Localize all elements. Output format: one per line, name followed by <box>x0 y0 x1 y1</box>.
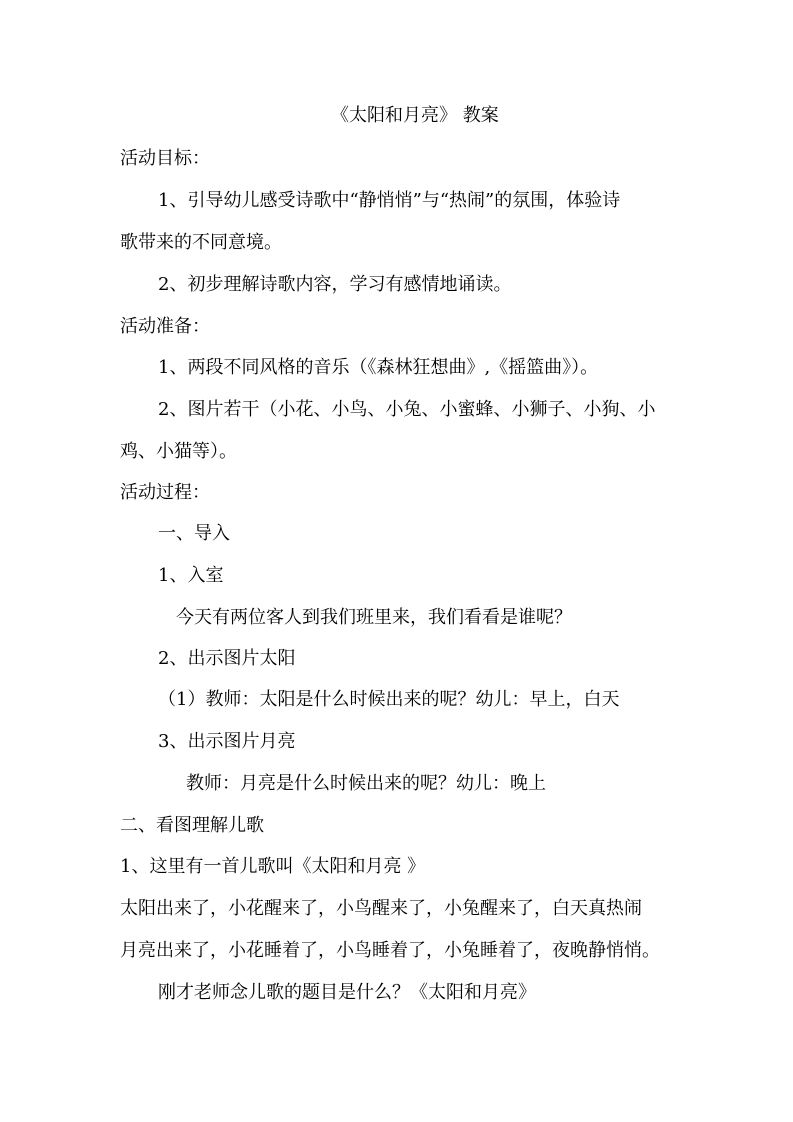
page-title: 《太阳和月亮》 教案 <box>331 105 499 126</box>
goals-heading: 活动目标： <box>120 148 210 169</box>
goals-item-2: 2、初步理解诗歌内容，学习有感情地诵读。 <box>158 274 512 295</box>
process-step-2-text: （1）教师：太阳是什么时候出来的呢？幼儿：早上，白天 <box>158 689 620 710</box>
part-2-heading: 二、看图理解儿歌 <box>120 815 264 836</box>
part-2-step-1: 1、这里有一首儿歌叫《太阳和月亮 》 <box>120 856 426 877</box>
question-text: 刚才老师念儿歌的题目是什么？《太阳和月亮》 <box>158 982 536 1003</box>
process-intro: 一、导入 <box>158 523 230 544</box>
poem-line-1: 太阳出来了，小花醒来了，小鸟醒来了，小兔醒来了，白天真热闹 <box>120 898 642 919</box>
process-step-2: 2、出示图片太阳 <box>158 648 296 669</box>
preparation-item-2-continued: 鸡、小猫等）。 <box>120 441 237 462</box>
goals-item-1: 1、引导幼儿感受诗歌中“静悄悄”与“热闹”的氛围，体验诗 <box>158 190 621 211</box>
preparation-item-2: 2、图片若干（小花、小鸟、小兔、小蜜蜂、小狮子、小狗、小 <box>158 399 656 420</box>
process-step-1: 1、入室 <box>158 565 224 586</box>
poem-line-2: 月亮出来了，小花睡着了，小鸟睡着了，小兔睡着了，夜晚静悄悄。 <box>120 940 660 961</box>
goals-item-1-continued: 歌带来的不同意境。 <box>120 232 282 253</box>
preparation-heading: 活动准备： <box>120 316 210 337</box>
process-heading: 活动过程： <box>120 482 210 503</box>
process-step-3: 3、出示图片月亮 <box>158 731 296 752</box>
process-step-1-text: 今天有两位客人到我们班里来，我们看看是谁呢？ <box>176 607 572 628</box>
preparation-item-1: 1、两段不同风格的音乐（《森林狂想曲》,《摇篮曲》）。 <box>158 357 599 378</box>
process-step-3-text: 教师：月亮是什么时候出来的呢？幼儿：晚上 <box>186 773 546 794</box>
